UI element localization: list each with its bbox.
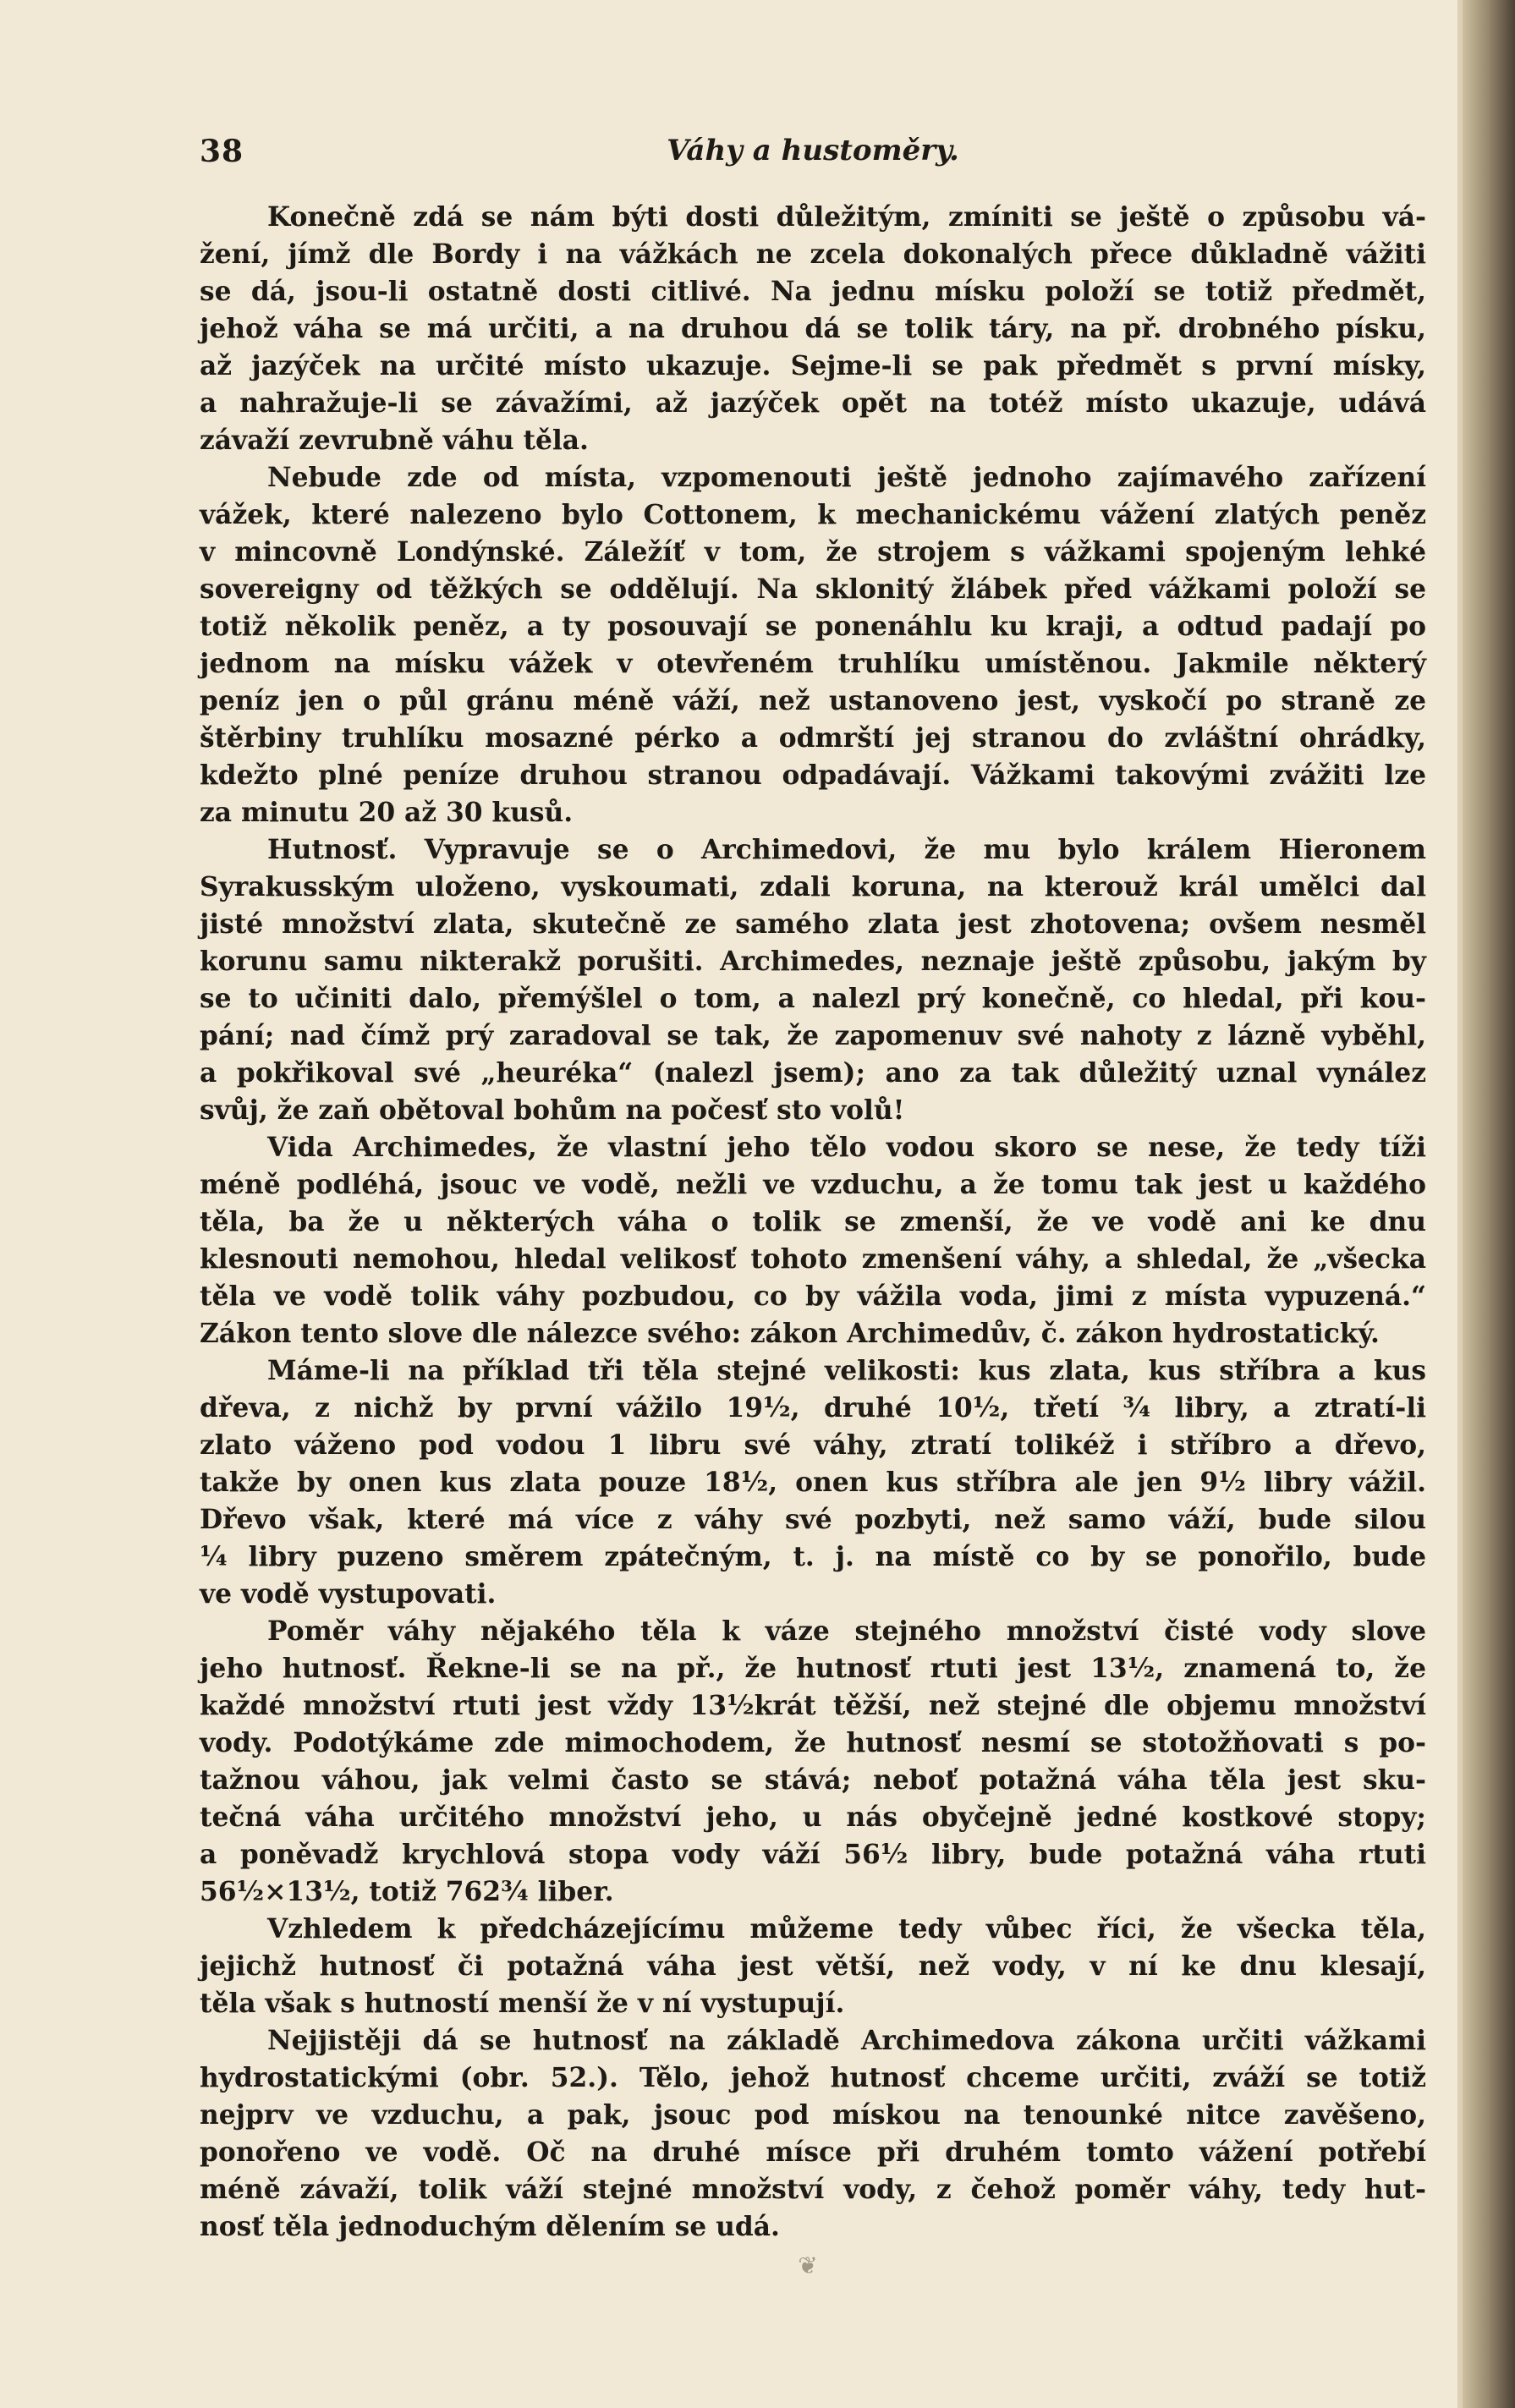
text-line: a poněvadž krychlová stopa vody váží 56½ libry, bude potažná váha rtuti — [200, 1840, 1426, 1870]
text-line: takže by onen kus zlata pouze 18½, onen kus stříbra ale jen 9½ libry vážil. — [200, 1467, 1426, 1498]
text-line: vážek, které nalezeno bylo Cottonem, k mechanickému vážení zlatých peněz — [200, 500, 1426, 530]
page-header — [200, 134, 1426, 181]
text-line: pání; nad čímž prý zaradoval se tak, že zapomenuv své nahoty z lázně vyběhl, — [200, 1021, 1426, 1051]
text-line: méně podléhá, jsouc ve vodě, nežli ve vzduchu, a že tomu tak jest u každého — [200, 1170, 1426, 1200]
text-line: za minutu 20 až 30 kusů. — [200, 798, 574, 828]
text-line: peníz jen o půl gránu méně váží, než ustanoveno jest, vyskočí po straně ze — [200, 686, 1426, 716]
running-title: Váhy a hustoměry. — [667, 134, 959, 167]
text-line: ve vodě vystupovati. — [200, 1579, 497, 1610]
text-line: a pokřikoval své „heuréka“ (nalezl jsem); ano za tak důležitý uznal vynález — [200, 1058, 1426, 1089]
text-line: těla, ba že u některých váha o tolik se zmenší, že ve vodě ani ke dnu — [200, 1207, 1426, 1237]
text-line: Syrakusským uloženo, vyskoumati, zdali koruna, na kterouž král umělci dal — [200, 872, 1426, 902]
paragraph-first-line: Vzhledem k předcházejícímu můžeme tedy vůbec říci, že všecka těla, — [267, 1914, 1426, 1945]
ornament-mark: ❦ — [798, 2252, 818, 2279]
text-line: totiž několik peněz, a ty posouvají se ponenáhlu ku kraji, a odtud padají po — [200, 612, 1426, 642]
text-line: Zákon tento slove dle nálezce svého: zákon Archimedův, č. zákon hydrostatický. — [200, 1319, 1380, 1349]
text-line: tečná váha určitého množství jeho, u nás obyčejně jedné kostkové stopy; — [200, 1802, 1426, 1833]
text-line: každé množství rtuti jest vždy 13½krát těžší, než stejné dle objemu množství — [200, 1691, 1426, 1721]
text-line: nejprv ve vzduchu, a pak, jsouc pod mískou na tenounké nitce zavěšeno, — [200, 2100, 1426, 2131]
text-line: ponořeno ve vodě. Oč na druhé mísce při druhém tomto vážení potřebí — [200, 2137, 1426, 2168]
text-line: Dřevo však, které má více z váhy své pozbyti, než samo váží, bude silou — [200, 1505, 1426, 1535]
paragraph-first-line: Konečně zdá se nám býti dosti důležitým, zmíniti se ještě o způsobu vá- — [267, 202, 1426, 233]
text-line: se to učiniti dalo, přemýšlel o tom, a nalezl prý konečně, co hledal, při kou- — [200, 984, 1426, 1014]
text-line: jejichž hutnosť či potažná váha jest větší, než vody, v ní ke dnu klesají, — [200, 1951, 1426, 1982]
text-line: svůj, že zaň obětoval bohům na počesť sto volů! — [200, 1095, 905, 1126]
text-line: v mincovně Londýnské. Záležíť v tom, že strojem s vážkami spojeným lehké — [200, 537, 1426, 568]
text-line: jehož váha se má určiti, a na druhou dá se tolik táry, na př. drobného písku, — [200, 314, 1426, 344]
text-line: těla však s hutností menší že v ní vystupují. — [200, 1988, 845, 2019]
text-line: ¼ libry puzeno směrem zpátečným, t. j. na místě co by se ponořilo, bude — [200, 1542, 1426, 1572]
paragraph-first-line: Máme-li na příklad tři těla stejné velikosti: kus zlata, kus stříbra a kus — [267, 1356, 1426, 1386]
page-number: 38 — [200, 134, 244, 169]
text-line: tažnou váhou, jak velmi často se stává; neboť potažná váha těla jest sku- — [200, 1765, 1426, 1796]
text-line: hydrostatickými (obr. 52.). Tělo, jehož hutnosť chceme určiti, zváží se totiž — [200, 2063, 1426, 2093]
text-line: 56½×13½, totiž 762¾ liber. — [200, 1877, 614, 1907]
book-binding — [1463, 0, 1515, 2408]
text-line: kdežto plné peníze druhou stranou odpadávají. Vážkami takovými zvážiti lze — [200, 760, 1426, 791]
text-line: méně závaží, tolik váží stejné množství vody, z čehož poměr váhy, tedy hut- — [200, 2175, 1426, 2205]
text-line: a nahražuje-li se závažími, až jazýček opět na totéž místo ukazuje, udává — [200, 388, 1426, 419]
text-line: až jazýček na určité místo ukazuje. Sejme-li se pak předmět s první mísky, — [200, 351, 1426, 381]
text-line: klesnouti nemohou, hledal velikosť tohoto zmenšení váhy, a shledal, že „všecka — [200, 1244, 1426, 1275]
paragraph-first-line: Nejjistěji dá se hutnosť na základě Archimedova zákona určiti vážkami — [267, 2026, 1426, 2056]
text-line: těla ve vodě tolik váhy pozbudou, co by vážila voda, jimi z místa vypuzená.“ — [200, 1281, 1426, 1312]
text-line: jeho hutnosť. Řekne-li se na př., že hutnosť rtuti jest 13½, znamená to, že — [200, 1654, 1426, 1684]
text-line: jednom na mísku vážek v otevřeném truhlíku umístěnou. Jakmile některý — [200, 649, 1426, 679]
text-line: korunu samu nikterakž porušiti. Archimedes, neznaje ještě způsobu, jakým by — [200, 946, 1426, 977]
text-line: se dá, jsou-li ostatně dosti citlivé. Na jednu mísku položí se totiž předmět, — [200, 277, 1426, 307]
text-line: žení, jímž dle Bordy i na vážkách ne zcela dokonalých přece důkladně vážiti — [200, 239, 1426, 270]
text-line: sovereigny od těžkých se oddělují. Na sklonitý žlábek před vážkami položí se — [200, 574, 1426, 605]
paragraph-first-line: Hutnosť. Vypravuje se o Archimedovi, že mu bylo králem Hieronem — [267, 835, 1426, 865]
paragraph-first-line: Vida Archimedes, že vlastní jeho tělo vodou skoro se nese, že tedy tíži — [267, 1133, 1426, 1163]
body-text — [200, 199, 1426, 2246]
paragraph-first-line: Nebude zde od místa, vzpomenouti ještě jednoho zajímavého zařízení — [267, 463, 1426, 493]
paragraph-first-line: Poměr váhy nějakého těla k váze stejného množství čisté vody slove — [267, 1616, 1426, 1647]
text-line: závaží zevrubně váhu těla. — [200, 425, 589, 456]
text-line: vody. Podotýkáme zde mimochodem, že hutnosť nesmí se stotožňovati s po- — [200, 1728, 1426, 1758]
text-line: štěrbiny truhlíku mosazné pérko a odmrští jej stranou do zvláštní ohrádky, — [200, 723, 1426, 754]
text-line: zlato váženo pod vodou 1 libru své váhy, ztratí tolikéž i stříbro a dřevo, — [200, 1430, 1426, 1461]
text-line: nosť těla jednoduchým dělením se udá. — [200, 2212, 780, 2242]
text-line: dřeva, z nichž by první vážilo 19½, druhé 10½, třetí ¾ libry, a ztratí-li — [200, 1393, 1426, 1423]
text-line: jisté množství zlata, skutečně ze samého zlata jest zhotovena; ovšem nesměl — [200, 909, 1426, 940]
